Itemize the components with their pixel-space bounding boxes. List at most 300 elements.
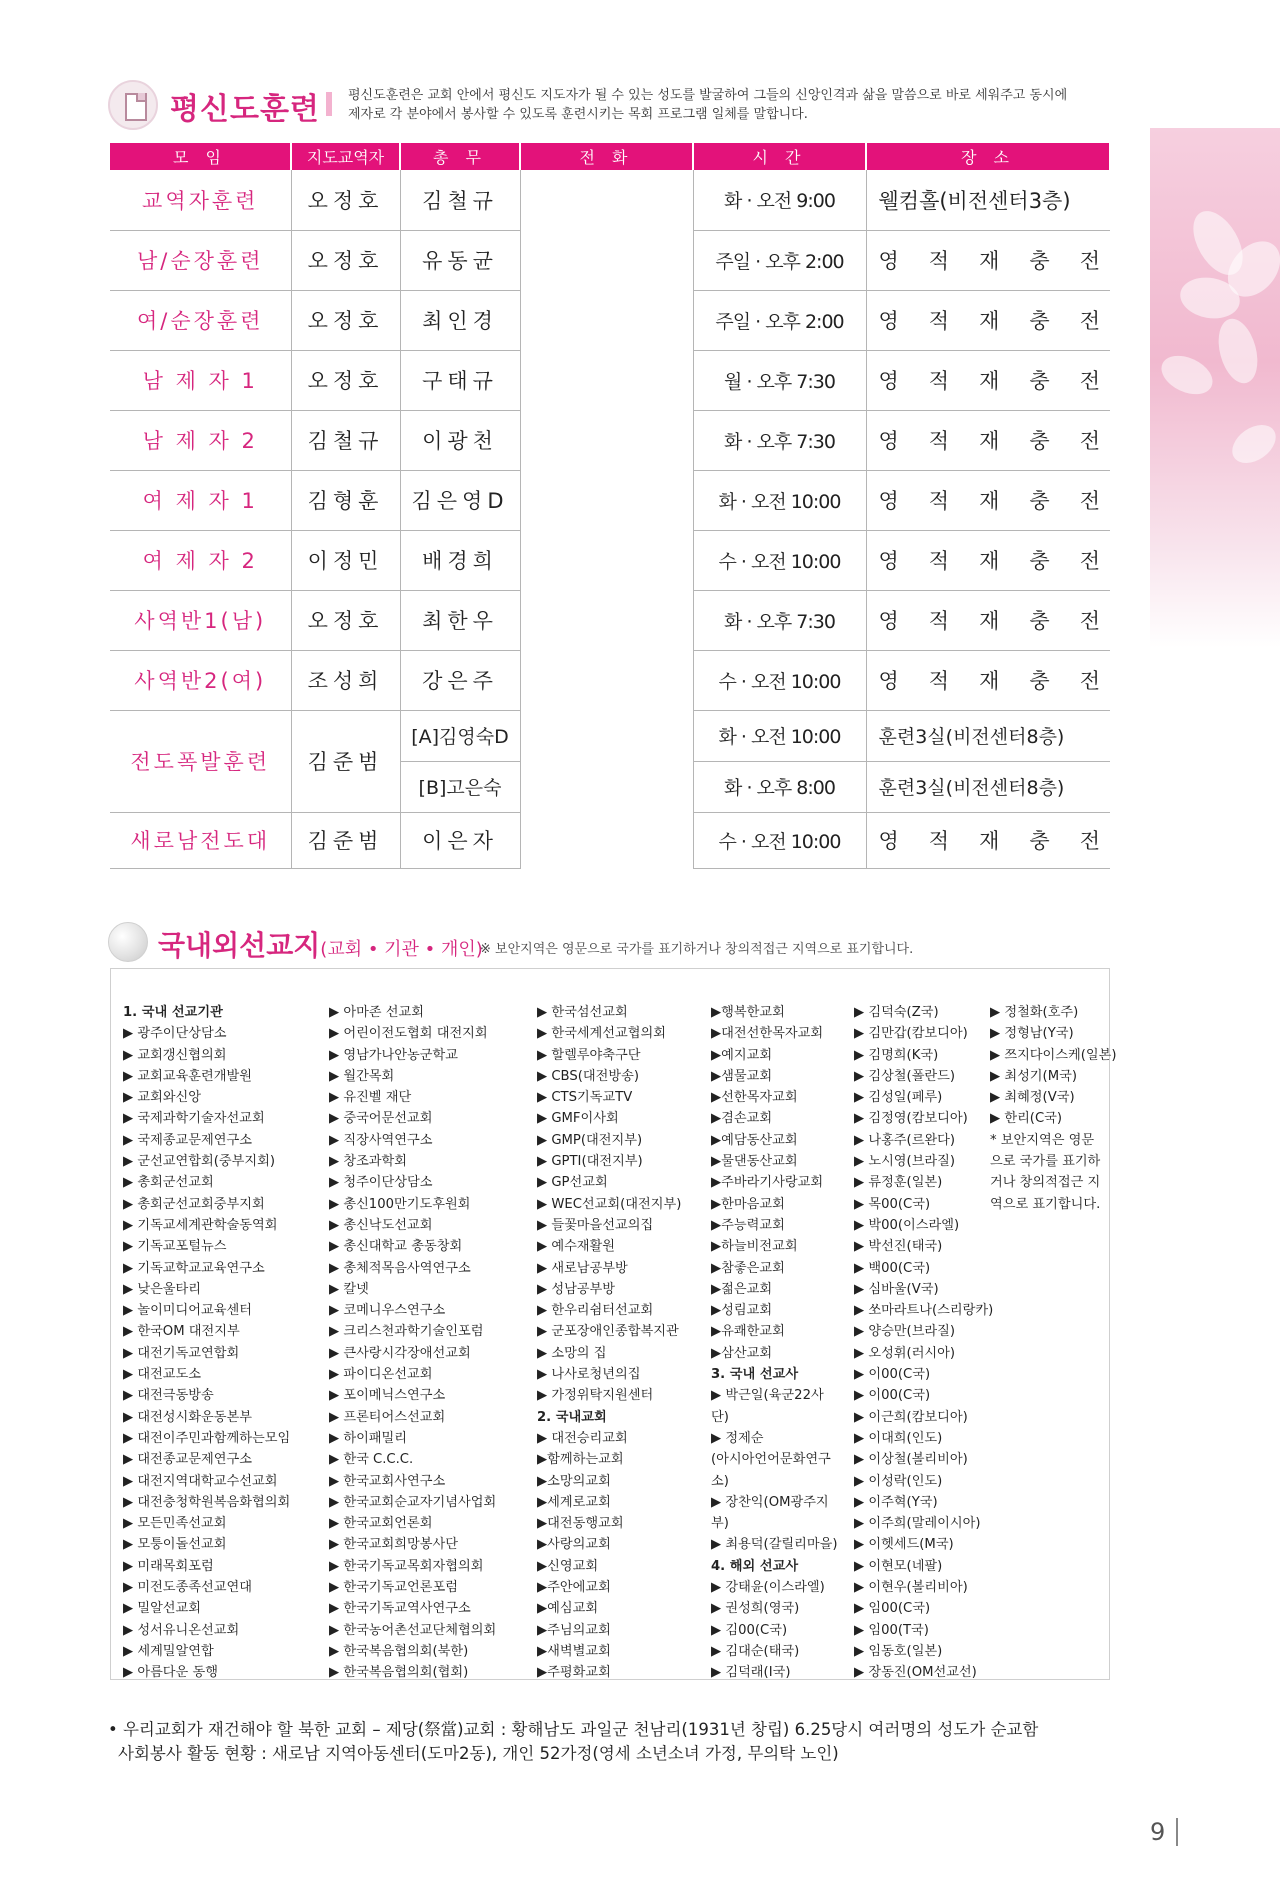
list-item: ▶ 이현우(볼리비아) <box>854 1580 968 1596</box>
list-item: ▶ 대전성시화운동본부 <box>123 1409 252 1425</box>
list-item: ▶ 대전종교문제연구소 <box>123 1452 252 1468</box>
place-char: 영 <box>878 549 899 573</box>
list-item: ▶ 예수재활원 <box>537 1239 616 1255</box>
place-char: 영 <box>878 369 899 393</box>
leader-cell: 김준범 <box>291 710 400 812</box>
place-char: 적 <box>928 669 950 693</box>
list-item: ▶ 포이메닉스연구소 <box>329 1388 446 1404</box>
list-item: ▶ 파이디온선교회 <box>329 1367 433 1383</box>
missions-column-6 <box>990 1002 1117 1684</box>
list-item: ▶ 한리(C국) <box>990 1111 1063 1127</box>
table-row <box>110 170 1110 230</box>
list-item: ▶ 세계밀알연합 <box>123 1643 214 1659</box>
list-item: ▶ 중국어문선교회 <box>329 1111 433 1127</box>
place-char: 적 <box>928 429 950 453</box>
list-item: ▶ 모든민족선교회 <box>123 1516 227 1532</box>
list-item: ▶ 기독교학교교육연구소 <box>123 1260 265 1276</box>
list-item: ▶ 박00(이스라엘) <box>854 1217 960 1233</box>
training-schedule-table <box>110 143 1111 869</box>
manager-cell: 최한우 <box>400 590 520 650</box>
leader-cell: 오정호 <box>291 290 400 350</box>
meeting-cell: 남 제 자 1 <box>110 350 291 410</box>
list-item: ▶ 박선진(태국) <box>854 1239 943 1255</box>
list-item: ▶ 최용덕(갈릴리마을) <box>711 1537 838 1553</box>
list-item: ▶ 총회군선교회중부지회 <box>123 1196 265 1212</box>
list-item: ▶ 대전극동방송 <box>123 1388 214 1404</box>
meeting-cell: 사역반1(남) <box>110 590 291 650</box>
leader-cell: 이정민 <box>291 530 400 590</box>
place-char: 재 <box>979 549 1000 573</box>
time-cell: 화 · 오전 10:00 <box>693 470 866 530</box>
time-cell: 화 · 오전 9:00 <box>693 170 866 230</box>
list-item: ▶ 임동호(일본) <box>854 1643 943 1659</box>
list-item: ▶새벽별교회 <box>537 1643 611 1659</box>
leader-cell: 김형훈 <box>291 470 400 530</box>
header-time: 시 간 <box>693 143 866 170</box>
place-cell <box>866 530 1110 590</box>
leader-cell: 오정호 <box>291 170 400 230</box>
manager-cell: 최인경 <box>400 290 520 350</box>
list-item: ▶ 놀이미디어교육센터 <box>123 1303 252 1319</box>
manager-cell: 구태규 <box>400 350 520 410</box>
list-item: ▶ 교회와신앙 <box>123 1090 202 1106</box>
place-cell <box>866 290 1110 350</box>
place-char: 재 <box>979 609 1000 633</box>
manager-cell: 배경희 <box>400 530 520 590</box>
missions-title: 국내외선교지(교회 • 기관 • 개인) <box>158 929 483 962</box>
list-item: ▶ 성남공부방 <box>537 1281 616 1297</box>
place-char: 전 <box>1079 249 1100 273</box>
list-item: ▶ 김00(C국) <box>711 1622 788 1638</box>
place-char: 적 <box>928 369 950 393</box>
list-item: ▶ 대전지역대학교수선교회 <box>123 1473 278 1489</box>
footer-line-1: • 우리교회가 재건해야 할 북한 교회 – 제당(祭當)교회 : 황해남도 과일군 천남리(1931년 창립) 6.25당시 여러명의 성도가 순교함 <box>108 1720 1039 1739</box>
place-cell <box>866 230 1110 290</box>
list-item: ▶주안에교회 <box>537 1580 611 1596</box>
leader-cell: 조성희 <box>291 650 400 710</box>
header-phone: 전 화 <box>520 143 693 170</box>
list-item: ▶ 들꽃마을선교의집 <box>537 1217 654 1233</box>
place-char: 적 <box>928 489 950 513</box>
list-item: ▶ 이상철(볼리비아) <box>854 1452 968 1468</box>
place-char: 전 <box>1079 489 1100 513</box>
list-item: ▶ 김대순(태국) <box>711 1643 800 1659</box>
list-item: ▶ 정제순 <box>711 1430 764 1446</box>
time-cell: 주일 · 오후 2:00 <box>693 290 866 350</box>
list-item: ▶ 유진벨 재단 <box>329 1090 412 1106</box>
list-item: ▶ 총회군선교회 <box>123 1175 214 1191</box>
list-item: ▶ 한우리쉼터선교회 <box>537 1303 654 1319</box>
missions-header <box>108 920 1108 966</box>
list-item: 2. 국내교회 <box>537 1409 607 1425</box>
place-char: 전 <box>1079 549 1100 573</box>
list-item: ▶젊은교회 <box>711 1281 773 1297</box>
security-note: * 보안지역은 영문으로 국가를 표기하거나 창의적접근 지역으로 표기합니다. <box>990 1132 1101 1212</box>
missions-column-4 <box>711 1002 854 1684</box>
list-item: ▶ 최혜정(V국) <box>990 1090 1075 1106</box>
list-item: ▶ GP선교회 <box>537 1175 608 1191</box>
place-char: 전 <box>1079 309 1100 333</box>
place-char: 재 <box>979 429 1000 453</box>
list-item: ▶주님의교회 <box>537 1622 611 1638</box>
list-item: ▶ 군선교연합회(중부지회) <box>123 1154 276 1170</box>
list-item: ▶ WEC선교회(대전지부) <box>537 1196 682 1212</box>
list-item: ▶ 큰사랑시각장애선교회 <box>329 1345 471 1361</box>
list-item: ▶예심교회 <box>537 1601 599 1617</box>
time-cell: 화 · 오후 8:00 <box>693 761 866 812</box>
time-cell: 월 · 오후 7:30 <box>693 350 866 410</box>
list-item: ▶대전선한목자교회 <box>711 1026 824 1042</box>
list-item: ▶ 이현모(네팔) <box>854 1558 943 1574</box>
missions-column-1 <box>123 1002 329 1684</box>
list-item: ▶세계로교회 <box>537 1494 611 1510</box>
place-char: 재 <box>979 309 1000 333</box>
list-item: ▶주평화교회 <box>537 1665 611 1681</box>
list-item: ▶ 한국기독교언론포럼 <box>329 1580 458 1596</box>
list-item: ▶ 크리스천과학기술인포럼 <box>329 1324 484 1340</box>
list-item: ▶ 총신낙도선교회 <box>329 1217 433 1233</box>
list-item: ▶ 한국 C.C.C. <box>329 1452 414 1468</box>
manager-cell: 김철규 <box>400 170 520 230</box>
place-char: 전 <box>1079 829 1100 853</box>
list-item: ▶ 국제종교문제연구소 <box>123 1132 252 1148</box>
list-item: ▶겸손교회 <box>711 1111 773 1127</box>
place-char: 충 <box>1029 829 1050 853</box>
place-char: 적 <box>928 249 950 273</box>
list-item: ▶ 한국농어촌선교단체협의회 <box>329 1622 497 1638</box>
meeting-cell: 여 제 자 2 <box>110 530 291 590</box>
list-item: ▶ 이성락(인도) <box>854 1473 943 1489</box>
place-char: 적 <box>928 549 950 573</box>
list-item: ▶ 이대희(인도) <box>854 1430 943 1446</box>
list-item: ▶ 권성희(영국) <box>711 1601 800 1617</box>
manager-cell: [A]김영숙D <box>400 710 520 761</box>
list-item: ▶ 김덕숙(Z국) <box>854 1005 939 1020</box>
list-item: ▶하늘비전교회 <box>711 1239 798 1255</box>
list-item: ▶ 아름다운 동행 <box>123 1665 218 1681</box>
place-char: 적 <box>928 829 950 853</box>
list-item: ▶샘물교회 <box>711 1068 773 1084</box>
list-item: ▶ 한국기독교역사연구소 <box>329 1601 471 1617</box>
list-item: ▶ 백00(C국) <box>854 1260 931 1276</box>
list-item: ▶ 임00(T국) <box>854 1622 929 1638</box>
list-item: ▶ 한국복음협의회(북한) <box>329 1643 469 1659</box>
footer-notes <box>108 1718 1128 1766</box>
place-char: 충 <box>1029 249 1050 273</box>
list-item: ▶유쾌한교회 <box>711 1324 785 1340</box>
place-cell <box>866 650 1110 710</box>
list-item: ▶ 김성일(페루) <box>854 1090 943 1106</box>
meeting-cell: 남/순장훈련 <box>110 230 291 290</box>
list-item: 4. 해외 선교사 <box>711 1558 799 1574</box>
list-item: ▶대전동행교회 <box>537 1516 624 1532</box>
list-item: ▶ 대전승리교회 <box>537 1430 628 1446</box>
list-item: ▶소망의교회 <box>537 1473 611 1489</box>
header-manager: 총 무 <box>400 143 520 170</box>
place-char: 충 <box>1029 669 1050 693</box>
list-item: ▶ 코메니우스연구소 <box>329 1303 446 1319</box>
list-item: ▶한마음교회 <box>711 1196 785 1212</box>
list-item: ▶ 할렐루야축구단 <box>537 1047 641 1063</box>
list-item: 소) <box>711 1473 729 1489</box>
list-item: ▶ 이주희(말레이시아) <box>854 1516 981 1532</box>
place-char: 영 <box>878 669 899 693</box>
place-char: 영 <box>878 489 899 513</box>
place-char: 전 <box>1079 669 1100 693</box>
place-char: 영 <box>878 429 899 453</box>
place-char: 충 <box>1029 429 1050 453</box>
list-item: ▶주바라기사랑교회 <box>711 1175 824 1191</box>
list-item: ▶ 가정위탁지원센터 <box>537 1388 654 1404</box>
list-item: ▶ 한국교회사연구소 <box>329 1473 446 1489</box>
place-cell <box>866 812 1110 868</box>
list-item: ▶ CTS기독교TV <box>537 1090 633 1106</box>
missions-column-5 <box>854 1002 994 1684</box>
list-item: ▶ 월간목회 <box>329 1068 395 1084</box>
meeting-cell: 전도폭발훈련 <box>110 710 291 812</box>
list-item: ▶ 아마존 선교회 <box>329 1005 424 1020</box>
place-cell: 훈련3실(비전센터8층) <box>866 710 1110 761</box>
place-char: 영 <box>878 249 899 273</box>
list-item: ▶물댄동산교회 <box>711 1154 798 1170</box>
missions-list-box <box>110 968 1117 1681</box>
place-char: 전 <box>1079 609 1100 633</box>
list-item: ▶ 칼넷 <box>329 1281 369 1297</box>
list-item: ▶ 이근희(캄보디아) <box>854 1409 968 1425</box>
list-item: ▶ 새로남공부방 <box>537 1260 628 1276</box>
manager-cell: [B]고은숙 <box>400 761 520 812</box>
list-item: ▶ 프론티어스선교회 <box>329 1409 446 1425</box>
list-item: ▶ 쯔지다이스케(일본) <box>990 1047 1117 1063</box>
meeting-cell: 새로남전도대 <box>110 812 291 868</box>
list-item: ▶ 대전기독교연합회 <box>123 1345 240 1361</box>
list-item: ▶선한목자교회 <box>711 1090 798 1106</box>
list-item: ▶신영교회 <box>537 1558 599 1574</box>
list-item: ▶ 김만갑(캄보디아) <box>854 1026 968 1042</box>
header-place: 장 소 <box>866 143 1110 170</box>
list-item: ▶ 한국교회희망봉사단 <box>329 1537 458 1553</box>
list-item: ▶ 소망의 집 <box>537 1345 607 1361</box>
flower-decoration <box>1150 128 1280 648</box>
list-item: ▶ 기독교포털뉴스 <box>123 1239 227 1255</box>
list-item: ▶ GMF이사회 <box>537 1111 619 1127</box>
list-item: ▶ 모퉁이돌선교회 <box>123 1537 227 1553</box>
list-item: ▶ 대전이주민과함께하는모임 <box>123 1430 291 1446</box>
list-item: ▶ 김상철(폴란드) <box>854 1068 956 1084</box>
place-char: 전 <box>1079 429 1100 453</box>
list-item: ▶ 성서유니온선교회 <box>123 1622 240 1638</box>
list-item: ▶ 장동진(OM선교선) <box>854 1665 977 1681</box>
list-item: ▶ 류정훈(일본) <box>854 1175 943 1191</box>
list-item: ▶ 심바울(V국) <box>854 1281 939 1297</box>
missions-note: ※ 보안지역은 영문으로 국가를 표기하거나 창의적접근 지역으로 표기합니다. <box>480 942 914 957</box>
list-item: ▶ 한국교회언론회 <box>329 1516 433 1532</box>
time-cell: 주일 · 오후 2:00 <box>693 230 866 290</box>
missions-subtitle: (교회 • 기관 • 개인) <box>320 939 483 960</box>
list-item: ▶ 창조과학회 <box>329 1154 408 1170</box>
list-item: ▶ 김명희(K국) <box>854 1047 939 1063</box>
list-item: ▶ 장찬익(OM광주지 <box>711 1494 829 1510</box>
list-item: ▶ 정형남(Y국) <box>990 1026 1074 1042</box>
list-item: ▶ 노시영(브라질) <box>854 1154 956 1170</box>
header-leader: 지도교역자 <box>291 143 400 170</box>
list-item: ▶ 목00(C국) <box>854 1196 931 1212</box>
place-char: 전 <box>1079 369 1100 393</box>
list-item: ▶ CBS(대전방송) <box>537 1068 639 1084</box>
leader-cell: 오정호 <box>291 590 400 650</box>
place-cell <box>866 470 1110 530</box>
list-item: ▶ 최성기(M국) <box>990 1068 1077 1084</box>
place-cell <box>866 350 1110 410</box>
place-char: 재 <box>979 489 1000 513</box>
place-cell: 웰컴홀(비전센터3층) <box>866 170 1110 230</box>
list-item: ▶ 기독교세계관학술동역회 <box>123 1217 278 1233</box>
list-item: 부) <box>711 1516 729 1532</box>
list-item: ▶ 박근일(육군22사 <box>711 1388 824 1404</box>
missions-column-2 <box>329 1002 537 1684</box>
place-char: 충 <box>1029 369 1050 393</box>
list-item: ▶ 한국복음협의회(협회) <box>329 1665 469 1681</box>
leader-cell: 김준범 <box>291 812 400 868</box>
phone-cell <box>520 170 693 868</box>
list-item: ▶ 나사로청년의집 <box>537 1367 641 1383</box>
list-item: ▶ 미래목회포럼 <box>123 1558 214 1574</box>
globe-icon <box>108 922 148 962</box>
training-title: 평신도훈련 <box>170 92 320 127</box>
time-cell: 화 · 오후 7:30 <box>693 410 866 470</box>
manager-cell: 이은자 <box>400 812 520 868</box>
meeting-cell: 남 제 자 2 <box>110 410 291 470</box>
header-meeting: 모 임 <box>110 143 291 170</box>
list-item: ▶ 나홍주(르완다) <box>854 1132 956 1148</box>
list-item: ▶ 한국세계선교협의회 <box>537 1026 666 1042</box>
list-item: ▶ 교회교육훈련개발원 <box>123 1068 252 1084</box>
leader-cell: 오정호 <box>291 230 400 290</box>
meeting-cell: 사역반2(여) <box>110 650 291 710</box>
manager-cell: 유동균 <box>400 230 520 290</box>
document-icon <box>108 80 158 130</box>
footer-line-2: 사회봉사 활동 현황 : 새로남 지역아동센터(도마2동), 개인 52가정(영세 소년소녀 가정, 무의탁 노인) <box>118 1744 839 1763</box>
list-item: ▶ 광주이단상담소 <box>123 1026 227 1042</box>
place-cell <box>866 590 1110 650</box>
missions-column-3 <box>537 1002 711 1684</box>
time-cell: 화 · 오전 10:00 <box>693 710 866 761</box>
time-cell: 화 · 오후 7:30 <box>693 590 866 650</box>
table-header-row <box>110 143 1110 170</box>
list-item: ▶ 어린이전도협회 대전지회 <box>329 1026 488 1042</box>
list-item: ▶ 한국섬선교회 <box>537 1005 628 1020</box>
list-item: ▶삼산교회 <box>711 1345 773 1361</box>
list-item: ▶행복한교회 <box>711 1005 785 1020</box>
list-item: ▶ 직장사역연구소 <box>329 1132 433 1148</box>
list-item: (아시아언어문화연구 <box>711 1452 831 1468</box>
title-divider <box>326 92 332 116</box>
list-item: ▶ 이00(C국) <box>854 1367 931 1383</box>
place-char: 적 <box>928 609 950 633</box>
list-item: ▶ 임00(C국) <box>854 1601 931 1617</box>
list-item: ▶ GPTI(대전지부) <box>537 1154 643 1170</box>
place-cell <box>866 410 1110 470</box>
list-item: ▶주능력교회 <box>711 1217 785 1233</box>
page-number-divider <box>1176 1818 1178 1846</box>
place-char: 재 <box>979 249 1000 273</box>
meeting-cell: 교역자훈련 <box>110 170 291 230</box>
list-item: ▶ 이00(C국) <box>854 1388 931 1404</box>
list-item: ▶ 한국교회순교자기념사업회 <box>329 1494 497 1510</box>
list-item: ▶ 미전도종족선교연대 <box>123 1580 252 1596</box>
list-item: ▶ 대전교도소 <box>123 1367 202 1383</box>
time-cell: 수 · 오전 10:00 <box>693 530 866 590</box>
meeting-cell: 여 제 자 1 <box>110 470 291 530</box>
manager-cell: 김은영D <box>400 470 520 530</box>
list-item: 단) <box>711 1409 729 1425</box>
list-item: ▶ 하이패밀리 <box>329 1430 408 1446</box>
leader-cell: 김철규 <box>291 410 400 470</box>
time-cell: 수 · 오전 10:00 <box>693 650 866 710</box>
place-char: 재 <box>979 369 1000 393</box>
list-item: ▶ 이헷세드(M국) <box>854 1537 954 1553</box>
list-item: ▶ 교회갱신협의회 <box>123 1047 227 1063</box>
place-char: 충 <box>1029 549 1050 573</box>
list-item: ▶ GMP(대전지부) <box>537 1132 643 1148</box>
leader-cell: 오정호 <box>291 350 400 410</box>
list-item: ▶ 김정영(캄보디아) <box>854 1111 968 1127</box>
list-item: ▶ 군포장애인종합복지관 <box>537 1324 679 1340</box>
list-item: ▶ 오성휘(러시아) <box>854 1345 956 1361</box>
manager-cell: 이광천 <box>400 410 520 470</box>
list-item: ▶예지교회 <box>711 1047 773 1063</box>
list-item: ▶ 낮은울타리 <box>123 1281 202 1297</box>
list-item: ▶ 청주이단상담소 <box>329 1175 433 1191</box>
training-description: 평신도훈련은 교회 안에서 평신도 지도자가 될 수 있는 성도를 발굴하여 그들의 신앙인격과 삶을 말씀으로 바로 세워주고 동시에 제자로 각 분야에서 봉사할 수 있도록 훈련시키는 목회 프로그램 일체를 말합니다. <box>348 88 1068 122</box>
list-item: ▶ 총체적목음사역연구소 <box>329 1260 471 1276</box>
list-item: ▶예담동산교회 <box>711 1132 798 1148</box>
page-number: 9 <box>1150 1818 1166 1846</box>
place-char: 영 <box>878 829 899 853</box>
place-char: 영 <box>878 609 899 633</box>
list-item: 1. 국내 선교기관 <box>123 1005 223 1020</box>
list-item: ▶ 대전충청학원복음화협의회 <box>123 1494 291 1510</box>
training-header <box>108 80 1068 132</box>
list-item: ▶ 쏘마라트나(스리랑카) <box>854 1303 994 1319</box>
list-item: ▶ 김덕래(I국) <box>711 1665 791 1681</box>
list-item: ▶ 국제과학기술자선교회 <box>123 1111 265 1127</box>
list-item: ▶ 한국기독교목회자협의회 <box>329 1558 484 1574</box>
list-item: ▶사랑의교회 <box>537 1537 611 1553</box>
list-item: ▶ 정철화(호주) <box>990 1005 1079 1020</box>
list-item: ▶ 강태윤(이스라엘) <box>711 1580 825 1596</box>
time-cell: 수 · 오전 10:00 <box>693 812 866 868</box>
place-char: 충 <box>1029 609 1050 633</box>
place-char: 재 <box>979 829 1000 853</box>
manager-cell: 강은주 <box>400 650 520 710</box>
place-char: 적 <box>928 309 950 333</box>
list-item: ▶ 한국OM 대전지부 <box>123 1324 240 1340</box>
list-item: ▶ 이주혁(Y국) <box>854 1494 938 1510</box>
list-item: ▶성림교회 <box>711 1303 773 1319</box>
place-cell: 훈련3실(비전센터8층) <box>866 761 1110 812</box>
place-char: 충 <box>1029 489 1050 513</box>
list-item: ▶ 총신대학교 총동창회 <box>329 1239 463 1255</box>
place-char: 충 <box>1029 309 1050 333</box>
list-item: ▶ 영남가나안농군학교 <box>329 1047 458 1063</box>
list-item: ▶참좋은교회 <box>711 1260 785 1276</box>
list-item: ▶ 양승만(브라질) <box>854 1324 956 1340</box>
list-item: ▶ 밀알선교회 <box>123 1601 202 1617</box>
place-char: 재 <box>979 669 1000 693</box>
meeting-cell: 여/순장훈련 <box>110 290 291 350</box>
place-char: 영 <box>878 309 899 333</box>
